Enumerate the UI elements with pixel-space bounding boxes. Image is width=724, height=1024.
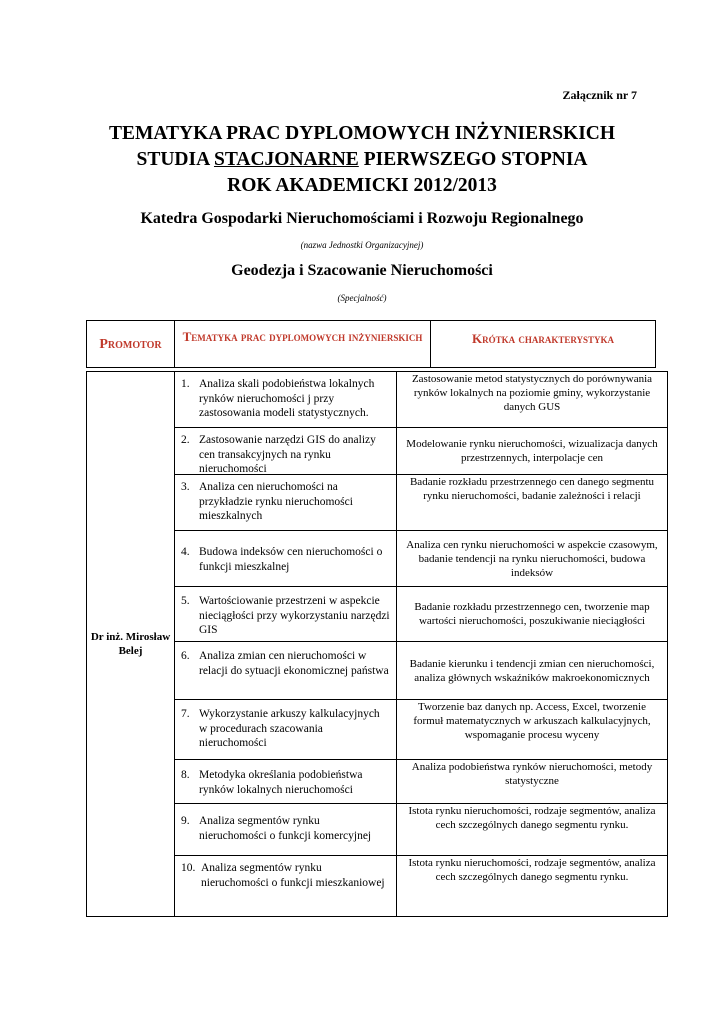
topic-number: 6. [181, 650, 190, 662]
topic-number: 9. [181, 815, 190, 827]
topic-text: Analiza cen nieruchomości na przykładzie rynku nieruchomości mieszkalnych [199, 481, 353, 522]
topic-text: Budowa indeksów cen nieruchomości o funkcji mieszkalnej [199, 546, 383, 573]
topics-table [86, 371, 668, 917]
description-cell [397, 531, 667, 586]
description-cell [397, 587, 667, 641]
topic-number: 8. [181, 769, 190, 781]
topic-cell [175, 372, 397, 427]
topic-text: Wykorzystanie arkuszy kalkulacyjnych w procedurach szacowania nieruchomości [199, 708, 380, 749]
description-text: Badanie rozkładu przestrzennego cen danego segmentu rynku nieruchomości, badanie zależności i relacji [409, 476, 655, 502]
topic-cell [175, 642, 397, 699]
topic-cell [175, 760, 397, 803]
table-row [175, 700, 667, 760]
table-row [175, 642, 667, 700]
topic-cell [175, 475, 397, 530]
topic-text: Analiza zmian cen nieruchomości w relacji do sytuacji ekonomicznej państwa [199, 650, 389, 677]
title-line-2-pre: STUDIA [136, 149, 214, 170]
topic-number: 3. [181, 481, 190, 493]
table-header [86, 320, 656, 368]
title-line-2-post: PIERWSZEGO STOPNIA [358, 149, 588, 170]
department-note: (nazwa Jednostki Organizacyjnej) [300, 240, 424, 250]
description-text: Modelowanie rynku nieruchomości, wizualizacja danych przestrzennych, interpolacje cen [406, 438, 658, 464]
description-cell [397, 475, 667, 530]
topic-text: Wartościowanie przestrzeni w aspekcie nieciągłości przy wykorzystaniu narzędzi GIS [199, 595, 390, 636]
attachment-label: Załącznik nr 7 [562, 88, 637, 102]
topic-number: 5. [181, 595, 190, 607]
title-line-1: TEMATYKA PRAC DYPLOMOWYCH INŻYNIERSKICH [108, 123, 616, 144]
header-topics: Tematyka prac dyplomowych inżynierskich [175, 321, 431, 367]
description-cell [397, 760, 667, 803]
table-row [175, 475, 667, 531]
topic-cell [175, 700, 397, 759]
table-row [175, 531, 667, 587]
description-text: Badanie kierunku i tendencji zmian cen nieruchomości, analiza głównych wskaźników makroekonomicznych [409, 657, 655, 684]
topic-cell [175, 531, 397, 586]
topic-number: 2. [181, 434, 190, 446]
topic-number: 4. [181, 546, 190, 558]
topic-text: Metodyka określania podobieństwa rynków lokalnych nieruchomości [199, 769, 363, 796]
description-cell [397, 428, 667, 474]
title-line-2-underlined: STACJONARNE [213, 149, 359, 170]
header-promotor: Promotor [87, 321, 175, 367]
table-row [175, 856, 667, 916]
description-text: Istota rynku nieruchomości, rodzaje segmentów, analiza cech szczególnych danego segmentu rynku. [408, 805, 656, 831]
topic-text: Zastosowanie narzędzi GIS do analizy cen transakcyjnych na rynku nieruchomości [199, 434, 376, 475]
description-text: Analiza podobieństwa rynków nieruchomości, metody statystyczne [411, 761, 653, 787]
table-row [175, 428, 667, 475]
topic-cell [175, 428, 397, 474]
header-description: Krótka charakterystyka [471, 331, 615, 346]
topic-text: Analiza skali podobieństwa lokalnych rynków nieruchomości j przy zastosowania modeli statystycznych. [199, 378, 375, 419]
topic-text: Analiza segmentów rynku nieruchomości o funkcji komercyjnej [199, 815, 372, 842]
table-row [175, 804, 667, 856]
description-text: Tworzenie baz danych np. Access, Excel, tworzenie formuł matematycznych w arkuszach kalkulacyjnych, wspomaganie procesu wyceny [413, 701, 651, 741]
description-cell [397, 372, 667, 427]
document-title [0, 121, 724, 199]
topic-number: 10. [181, 862, 196, 874]
description-text: Badanie rozkładu przestrzennego cen, tworzenie map wartości nieruchomości, poszukiwanie nieciągłości [414, 601, 650, 627]
topic-cell [175, 856, 397, 916]
description-text: Zastosowanie metod statystycznych do porównywania rynków lokalnych na poziomie gminy, wykorzystanie danych GUS [411, 373, 653, 413]
specialization-note: (Specjalność) [337, 293, 387, 303]
title-line-2 [0, 147, 724, 173]
topic-cell [175, 587, 397, 641]
description-cell [397, 700, 667, 759]
description-text: Analiza cen rynku nieruchomości w aspekcie czasowym, badanie tendencji na rynku nieruchomości, budowa indeksów [406, 538, 658, 579]
description-cell [397, 856, 667, 916]
table-row [175, 587, 667, 642]
specialization-name: Geodezja i Szacowanie Nieruchomości [231, 262, 493, 279]
description-cell [397, 804, 667, 855]
description-text: Istota rynku nieruchomości, rodzaje segmentów, analiza cech szczególnych danego segmentu rynku. [408, 857, 656, 883]
description-cell [397, 642, 667, 699]
topic-number: 7. [181, 708, 190, 720]
table-row [175, 372, 667, 428]
promotor-name: Dr inż. Mirosław Belej [87, 372, 175, 916]
title-line-3: ROK AKADEMICKI 2012/2013 [227, 175, 497, 196]
topic-cell [175, 804, 397, 855]
topic-text: Analiza segmentów rynku nieruchomości o funkcji mieszkaniowej [201, 862, 385, 889]
department-name: Katedra Gospodarki Nieruchomościami i Rozwoju Regionalnego [140, 210, 584, 227]
table-row [175, 760, 667, 804]
topic-number: 1. [181, 378, 190, 390]
